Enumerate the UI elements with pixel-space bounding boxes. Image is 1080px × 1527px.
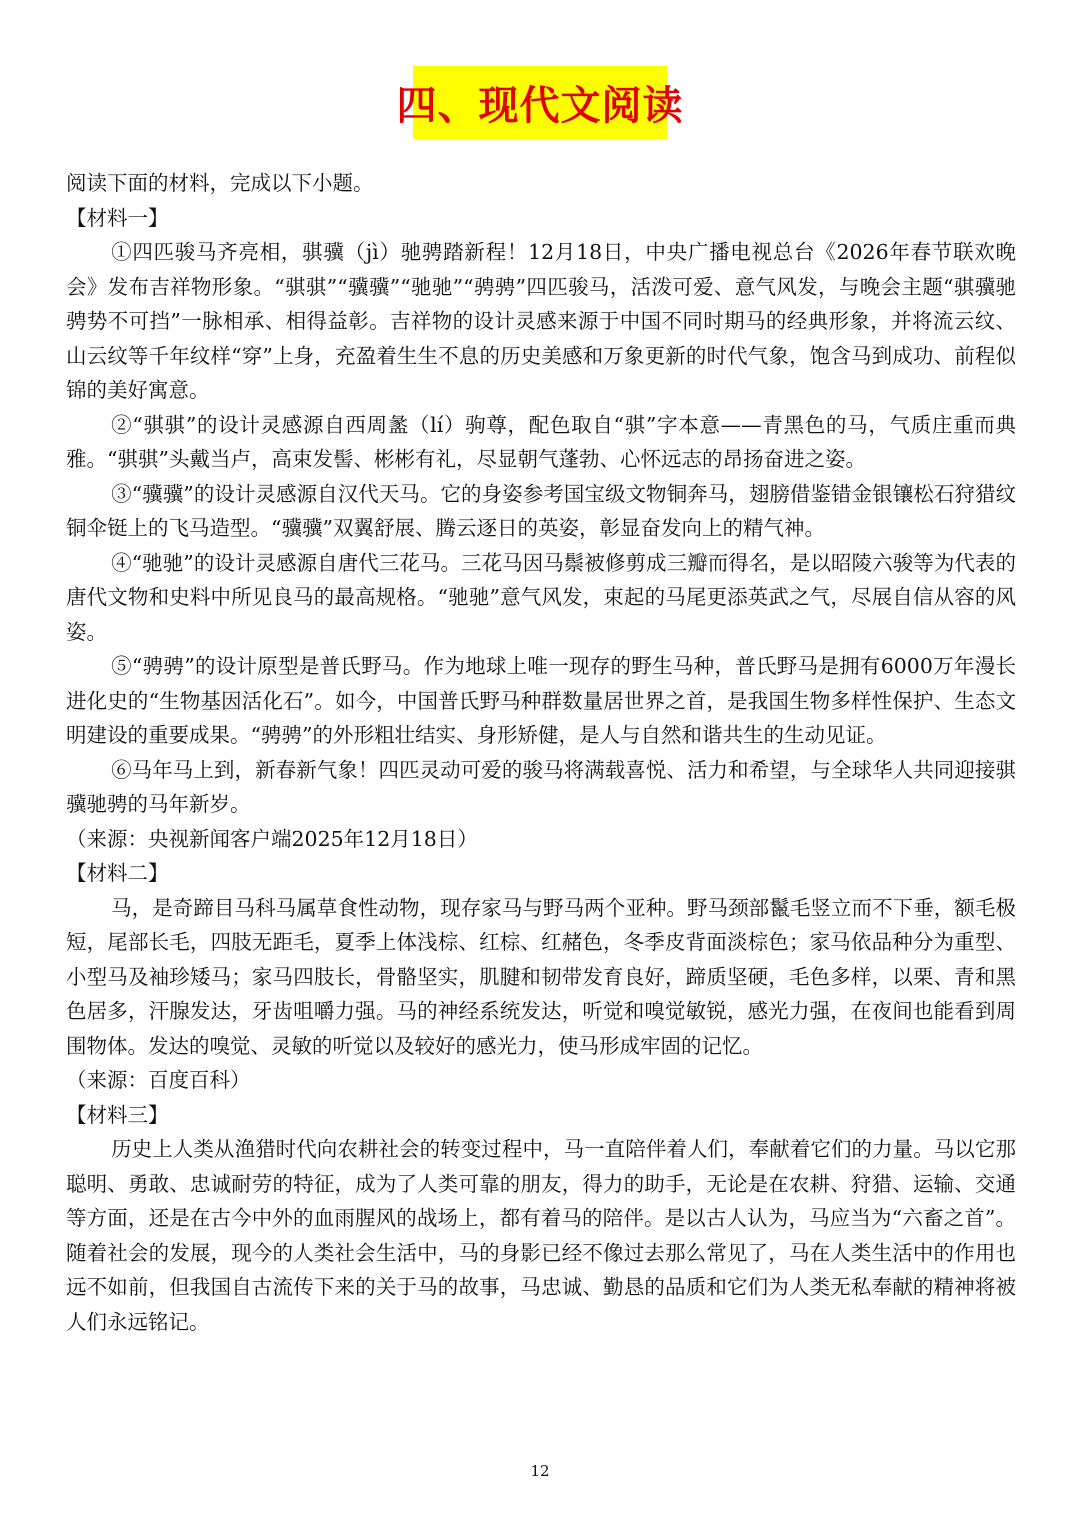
- page-number: 12: [530, 1462, 550, 1480]
- material-two-paragraph-1: 马，是奇蹄目马科马属草食性动物，现存家马与野马两个亚种。野马颈部鬣毛竖立而不下垂，额毛极短，尾部长毛，四肢无距毛，夏季上体浅棕、红棕、红赭色，冬季皮背面淡棕色；家马依品种分为重型、小型马及袖珍矮马；家马四肢长，骨骼坚实，肌腱和韧带发育良好，蹄质坚硬，毛色多样，以栗、青和黑色居多，汗腺发达，牙齿咀嚼力强。马的神经系统发达，听觉和嗅觉敏锐，感光力强，在夜间也能看到周围物体。发达的嗅觉、灵敏的听觉以及较好的感光力，使马形成牢固的记忆。: [66, 895, 1016, 1058]
- section-title-banner: [396, 66, 684, 139]
- material-one-source: （来源：央视新闻客户端2025年12月18日）: [66, 826, 478, 851]
- material-three-label: 【材料三】: [66, 1102, 169, 1127]
- material-one-paragraph-3: ③“骥骥”的设计灵感源自汉代天马。它的身姿参考国宝级文物铜奔马，翅膀借鉴错金银镶松石狩猎纹铜伞铤上的飞马造型。“骥骥”双翼舒展、腾云逐日的英姿，彰显奋发向上的精气神。: [66, 481, 1016, 540]
- material-one-paragraph-5: ⑤“骋骋”的设计原型是普氏野马。作为地球上唯一现存的野生马种，普氏野马是拥有6000万年漫长进化史的“生物基因活化石”。如今，中国普氏野马种群数量居世界之首，是我国生物多样性保护、生态文明建设的重要成果。“骋骋”的外形粗壮结实、身形矫健，是人与自然和谐共生的生动见证。: [66, 654, 1016, 747]
- material-two-label: 【材料二】: [66, 861, 169, 885]
- material-three-paragraph-1: 历史上人类从渔猎时代向农耕社会的转变过程中，马一直陪伴着人们，奉献着它们的力量。马以它那聪明、勇敢、忠诚耐劳的特征，成为了人类可靠的朋友，得力的助手，无论是在农耕、狩猎、运输、交通等方面，还是在古今中外的血雨腥风的战场上，都有着马的陪伴。是以古人认为，马应当为“六畜之首”。随着社会的发展，现今的人类社会生活中，马的身影已经不像过去那么常见了，马在人类生活中的作用也远不如前，但我国自古流传下来的关于马的故事，马忠诚、勤恳的品质和它们为人类无私奉献的精神将被人们永远铭记。: [66, 1137, 1016, 1334]
- material-one-paragraph-6: ⑥马年马上到，新春新气象！四匹灵动可爱的骏马将满载喜悦、活力和希望，与全球华人共同迎接骐骥驰骋的马年新岁。: [66, 757, 1016, 816]
- material-one-paragraph-2: ②“骐骐”的设计灵感源自西周盠（lí）驹尊，配色取自“骐”字本意——青黑色的马，气质庄重而典雅。“骐骐”头戴当卢，高束发髻、彬彬有礼，尽显朝气蓬勃、心怀远志的昂扬奋进之姿。: [66, 412, 1016, 471]
- instruction-text: 阅读下面的材料，完成以下小题。: [66, 171, 374, 195]
- material-two-source: （来源：百度百科）: [66, 1068, 251, 1092]
- material-one-paragraph-1: ①四匹骏马齐亮相，骐骥（jì）驰骋踏新程！12月18日，中央广播电视总台《2026年春节联欢晚会》发布吉祥物形象。“骐骐”“骥骥”“驰驰”“骋骋”四匹骏马，活泼可爱、意气风发，与晚会主题“骐骥驰骋势不可挡”一脉相承、相得益彰。吉祥物的设计灵感来源于中国不同时期马的经典形象，并将流云纹、山云纹等千年纹样“穿”上身，充盈着生生不息的历史美感和万象更新的时代气象，饱含马到成功、前程似锦的美好寓意。: [66, 240, 1016, 402]
- section-title: 四、现代文阅读: [396, 83, 684, 129]
- reading-content: [66, 166, 1016, 1339]
- material-one-label: 【材料一】: [66, 205, 169, 230]
- material-one-paragraph-4: ④“驰驰”的设计灵感源自唐代三花马。三花马因马鬃被修剪成三瓣而得名，是以昭陵六骏等为代表的唐代文物和史料中所见良马的最高规格。“驰驰”意气风发，束起的马尾更添英武之气，尽展自信从容的风姿。: [66, 550, 1016, 644]
